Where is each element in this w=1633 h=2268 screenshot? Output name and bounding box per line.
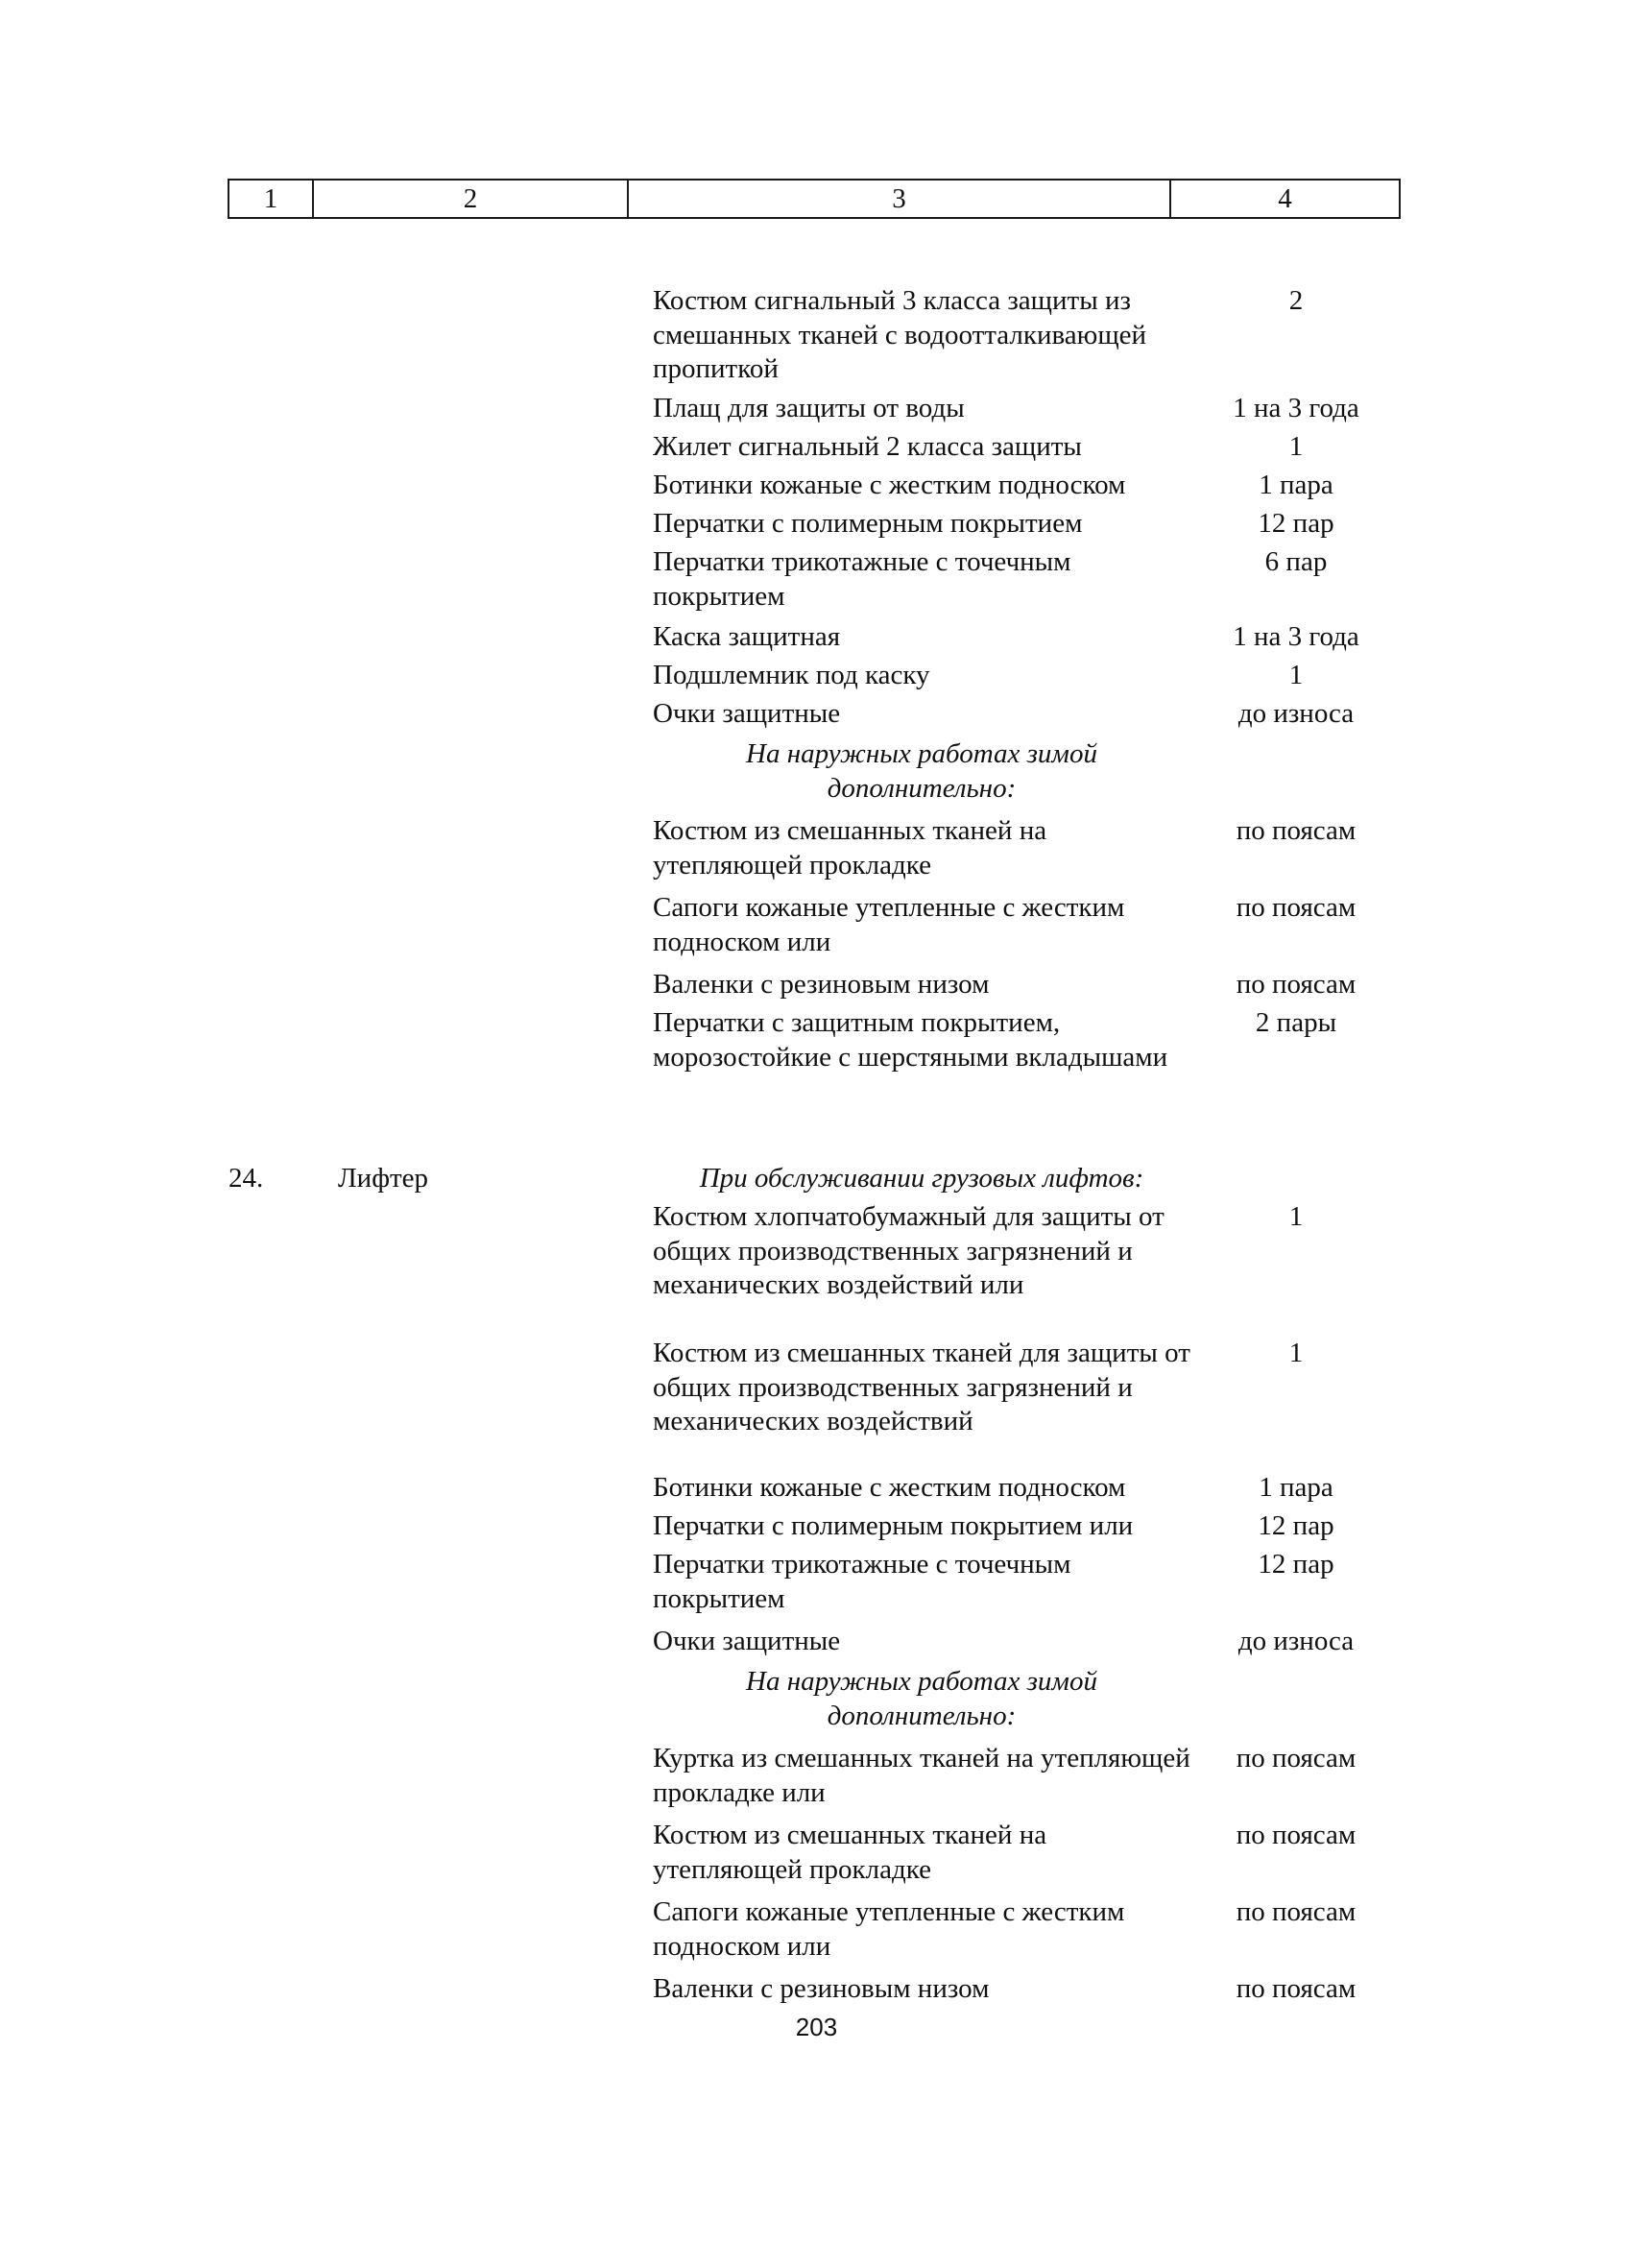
column-number-2: 2	[313, 180, 628, 218]
column-number-1: 1	[228, 180, 313, 218]
item-quantity: 12 пар	[1258, 508, 1334, 539]
item-name: Костюм из смешанных тканей для защиты от общих производственных загрязнений и механических воздействий	[653, 1338, 1190, 1436]
column-number-4: 4	[1170, 180, 1400, 218]
page-number: 203	[795, 2013, 838, 2041]
winter-note: На наружных работах зимой дополнительно:	[746, 738, 1097, 804]
item-name: Подшлемник под каску	[653, 660, 930, 690]
item-quantity: 2	[1288, 285, 1304, 316]
item-quantity: 12 пар	[1258, 1549, 1334, 1580]
item-name: Валенки с резиновым низом	[653, 969, 990, 1000]
item-quantity: по поясам	[1236, 1743, 1357, 1773]
item-quantity: 1 пара	[1259, 1472, 1333, 1503]
item-name: Перчатки с защитным покрытием, морозостойкие с шерстяными вкладышами	[653, 1007, 1168, 1073]
item-name: Сапоги кожаные утепленные с жестким подноском или	[653, 892, 1125, 957]
item-quantity: до износа	[1237, 698, 1355, 729]
item-name: Валенки с резиновым низом	[653, 1973, 990, 2004]
item-quantity: 1	[1288, 660, 1304, 690]
item-quantity: по поясам	[1236, 1896, 1357, 1927]
item-quantity: по поясам	[1236, 1820, 1357, 1850]
item-name: Перчатки трикотажные с точечным покрытием	[653, 1549, 1071, 1614]
item-quantity: 1	[1288, 431, 1304, 462]
item-name: Сапоги кожаные утепленные с жестким подноском или	[653, 1896, 1125, 1962]
item-name: Плащ для защиты от воды	[653, 393, 965, 423]
item-quantity: по поясам	[1236, 892, 1357, 923]
item-name: Жилет сигнальный 2 класса защиты	[653, 431, 1082, 462]
item-quantity: до износа	[1237, 1626, 1355, 1656]
item-name: Очки защитные	[653, 698, 841, 729]
column-number-3: 3	[628, 180, 1170, 218]
item-quantity: по поясам	[1236, 1973, 1357, 2004]
item-name: Очки защитные	[653, 1626, 841, 1656]
item-name: Перчатки с полимерным покрытием	[653, 508, 1083, 539]
item-quantity: 1 на 3 года	[1233, 393, 1359, 423]
item-name: Перчатки с полимерным покрытием или	[653, 1510, 1134, 1541]
item-name: Костюм хлопчатобумажный для защиты от общих производственных загрязнений и механических воздействий или	[653, 1201, 1165, 1300]
item-quantity: 12 пар	[1258, 1510, 1334, 1541]
item-name: Костюм из смешанных тканей на утепляющей прокладке	[653, 1820, 1047, 1885]
item-name: Каска защитная	[653, 621, 841, 652]
profession-title: Лифтер	[338, 1163, 429, 1194]
item-quantity: по поясам	[1236, 815, 1357, 846]
item-name: Куртка из смешанных тканей на утепляющей прокладке или	[653, 1743, 1190, 1808]
item-name: Перчатки трикотажные с точечным покрытием	[653, 546, 1071, 612]
condition-note: При обслуживании грузовых лифтов:	[699, 1163, 1144, 1194]
item-name: Костюм сигнальный 3 класса защиты из смешанных тканей с водоотталкивающей пропиткой	[653, 285, 1147, 384]
item-quantity: 2 пары	[1255, 1007, 1337, 1038]
item-quantity: 6 пар	[1264, 546, 1328, 577]
item-quantity: 1	[1288, 1338, 1304, 1368]
item-name: Ботинки кожаные с жестким подноском	[653, 1472, 1126, 1503]
item-quantity: по поясам	[1236, 969, 1357, 1000]
item-name: Ботинки кожаные с жестким подноском	[653, 470, 1126, 500]
row-number: 24.	[228, 1163, 264, 1194]
item-quantity: 1	[1288, 1201, 1304, 1232]
item-quantity: 1 пара	[1259, 470, 1333, 500]
item-name: Костюм из смешанных тканей на утепляющей прокладке	[653, 815, 1047, 881]
item-quantity: 1 на 3 года	[1233, 621, 1359, 652]
winter-note: На наружных работах зимой дополнительно:	[746, 1666, 1097, 1731]
